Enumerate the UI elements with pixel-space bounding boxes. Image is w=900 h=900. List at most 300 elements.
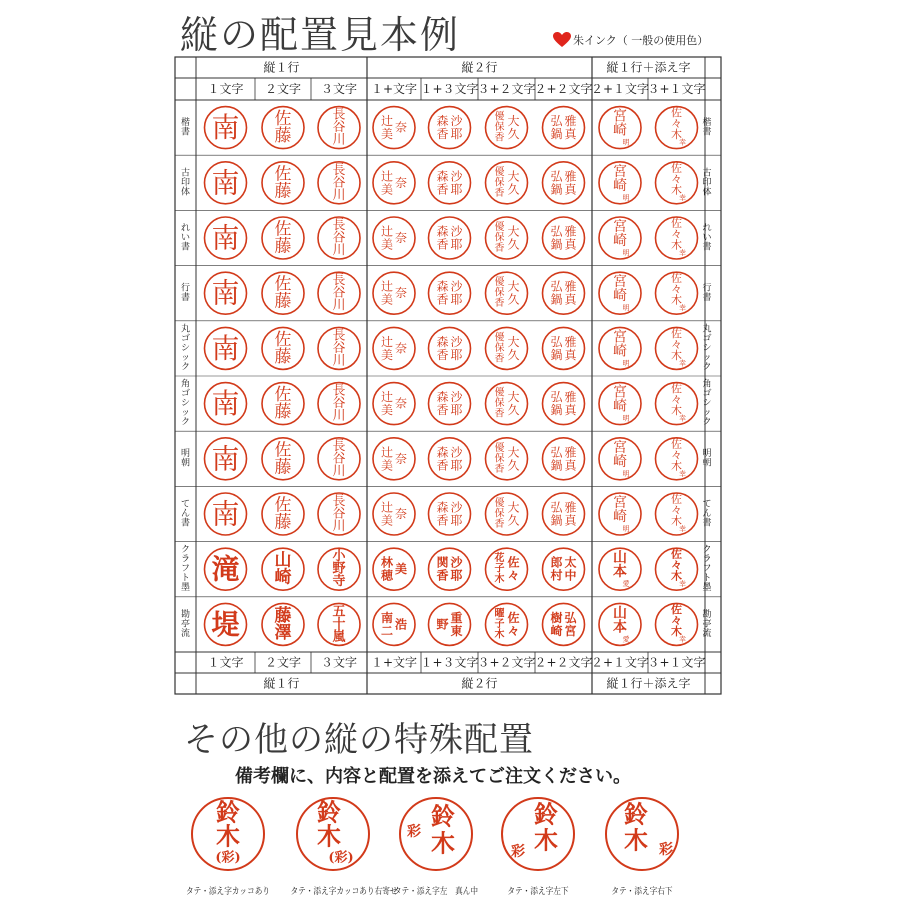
stamp-char: 木	[671, 348, 682, 362]
group-header: 縦１行	[263, 60, 300, 75]
stamp-impression	[543, 327, 585, 369]
stamp-char: 木	[494, 629, 505, 641]
stamp-char: 佐	[671, 602, 682, 616]
stamp-char: 南	[211, 221, 240, 255]
stamp-char: 佐	[274, 440, 292, 461]
stamp-char: 優	[494, 442, 505, 454]
stamp-impression	[262, 217, 304, 259]
stamp-char: 大	[507, 279, 520, 294]
column-footer: ２+２文字	[534, 655, 593, 670]
stamp-char: 林	[380, 555, 394, 570]
stamp-char: 森	[436, 169, 449, 184]
stamp-char: 優	[494, 498, 505, 509]
row-label-char: 朝	[702, 458, 712, 469]
stamp-char: 佐	[671, 271, 682, 285]
column-header: １+文字	[370, 82, 418, 96]
stamp-char: 川	[332, 298, 346, 314]
stamp-char: 佐	[671, 492, 682, 506]
stamp-char: 宮	[613, 163, 627, 180]
stamp-char: 保	[494, 398, 505, 410]
stamp-char: 久	[507, 292, 520, 307]
row-label-char: れ	[180, 223, 191, 234]
stamp-impression	[373, 162, 415, 204]
stamp-char: 鍋	[550, 347, 563, 362]
stamp-char: 谷	[332, 120, 346, 136]
stamp-char: 香	[494, 463, 505, 475]
row-label-left	[181, 223, 190, 253]
stamp-char: 森	[436, 445, 449, 460]
stamp-char: 弘	[550, 390, 563, 405]
stamp-char: 弘	[550, 279, 563, 294]
stamp-char: 香	[436, 127, 449, 142]
stamp-char: 木	[671, 459, 682, 473]
stamp-char: 香	[494, 187, 505, 199]
stamp-impression	[543, 162, 585, 204]
stamp-char: 沙	[450, 390, 463, 405]
stamp-char: 佐	[671, 382, 682, 396]
column-footer: ３文字	[320, 655, 358, 670]
stamp-impression	[205, 107, 247, 149]
stamp-impression	[373, 327, 415, 369]
stamp-char: 鍋	[550, 292, 563, 307]
stamp-char: 鍋	[550, 127, 563, 142]
stamp-char: 南	[211, 497, 240, 531]
row-label-char: ゴ	[702, 333, 712, 344]
stamp-side-char: 愛	[622, 580, 630, 589]
stamp-char: 谷	[332, 340, 346, 356]
stamp-side-char: 明	[622, 304, 630, 313]
stamp-char: 木	[671, 514, 682, 528]
stamp-char: 花	[494, 553, 505, 565]
stamp-char: 宮	[613, 108, 627, 125]
stamp-char: 森	[436, 334, 449, 349]
stamp-impression	[429, 383, 471, 425]
row-label-char: 書	[180, 242, 191, 253]
stamp-char: 奈	[394, 396, 408, 411]
stamp-char: 々	[671, 172, 682, 186]
stamp-char: 佐	[671, 106, 682, 120]
ink-note-text: 朱インク（ 一般の使用色）	[573, 34, 709, 47]
stamp-char: 南	[211, 111, 240, 145]
column-footer: １文字	[207, 655, 244, 670]
stamp-impression	[543, 107, 585, 149]
stamp-char: 澤	[274, 622, 292, 643]
stamp-impression	[373, 438, 415, 480]
stamp-char: 雅	[564, 390, 577, 405]
example-caption: タテ・添え字カッコあり	[185, 887, 271, 897]
stamp-side-char: 彩	[659, 842, 673, 858]
stamp-char: 保	[494, 508, 505, 520]
special-layout-example	[488, 796, 588, 897]
stamp-char: 木	[671, 128, 682, 142]
stamp-char: 長	[332, 438, 346, 454]
stamp-char: 崎	[613, 343, 627, 360]
column-header: ２+１文字	[590, 82, 650, 96]
stamp-char: 森	[436, 114, 449, 129]
stamp-impression	[656, 272, 698, 315]
stamp-char: 奈	[394, 231, 408, 245]
stamp-impression	[543, 493, 585, 535]
row-label-left	[181, 448, 190, 469]
stamp-char: 佐	[274, 164, 292, 185]
stamp-char: 弘	[550, 169, 563, 184]
stamp-side-char: (彩)	[215, 850, 241, 866]
stamp-char: 長	[332, 218, 346, 233]
stamp-char: 々	[671, 448, 682, 462]
stamp-char: 曜	[494, 608, 505, 620]
stamp-char: 崎	[613, 233, 627, 249]
stamp-impression	[656, 217, 698, 260]
stamp-char: 真	[564, 237, 577, 252]
row-label-char: 書	[702, 242, 712, 253]
stamp-char: 久	[507, 182, 520, 197]
stamp-char: 川	[332, 132, 346, 148]
stamp-char: 弘	[550, 500, 563, 515]
stamp-side-char: 明	[622, 193, 630, 202]
row-label-char: 書	[180, 127, 191, 138]
row-label-char: 行	[180, 283, 191, 294]
stamp-char: 奈	[394, 175, 408, 190]
stamp-char: 弘	[550, 334, 563, 349]
row-label-char: 亭	[180, 619, 191, 630]
row-label-left	[181, 378, 190, 428]
row-label-left	[181, 281, 190, 303]
column-footer: ２文字	[264, 655, 302, 670]
stamp-char: 崎	[613, 398, 627, 415]
stamp-char: 沙	[450, 224, 463, 239]
row-label-right	[702, 322, 711, 372]
row-label-char: ッ	[180, 352, 191, 363]
stamp-char: 大	[507, 390, 520, 405]
stamp-char: 保	[494, 232, 505, 244]
row-label-char: 丸	[180, 324, 191, 335]
stamp-char: 太	[564, 555, 577, 570]
stamp-char: 崎	[274, 567, 292, 588]
stamp-char: 南	[211, 442, 240, 476]
row-label-left	[181, 544, 190, 593]
special-layout-example	[386, 796, 486, 897]
stamp-char: 佐	[671, 326, 682, 340]
stamp-impression	[318, 438, 360, 480]
stamp-char: 美	[380, 458, 394, 473]
row-label-char: 行	[702, 283, 712, 294]
stamp-side-char: 明	[622, 414, 630, 423]
stamp-char: 川	[332, 243, 346, 258]
stamp-impression	[599, 162, 641, 204]
example-stamp	[386, 796, 486, 876]
stamp-impression	[205, 383, 247, 425]
stamp-char: 奈	[394, 120, 408, 135]
stamp-char: 沙	[450, 334, 463, 349]
stamp-char: 辻	[380, 334, 394, 349]
row-label-char: ラ	[180, 554, 191, 565]
stamp-side-char: 幸	[679, 138, 686, 147]
stamp-char: 々	[671, 117, 682, 131]
stamp-char: 関	[436, 555, 449, 570]
stamp-impression	[656, 547, 698, 591]
stamp-char: 保	[494, 453, 505, 465]
example-caption: タテ・添え字左下	[507, 887, 569, 897]
stamp-char: 森	[436, 279, 449, 294]
stamp-impression	[318, 493, 360, 535]
row-label-char: ト	[702, 573, 712, 584]
example-stamp	[488, 796, 588, 876]
stamp-impression	[373, 603, 415, 645]
stamp-char: 木	[431, 828, 455, 858]
stamp-side-char: 明	[622, 525, 630, 533]
stamp-impression	[262, 162, 304, 204]
stamp-char: 東	[450, 623, 463, 638]
stamp-impression	[429, 438, 471, 480]
row-label-char: 楷	[702, 117, 712, 128]
stamp-impression	[318, 327, 360, 369]
stamp-char: 藤	[274, 457, 292, 478]
stamp-char: 村	[550, 568, 563, 583]
stamp-char: 辻	[380, 169, 394, 184]
stamp-impression	[599, 327, 641, 369]
row-label-char: ク	[702, 362, 712, 373]
stamp-side-char: 幸	[679, 249, 686, 257]
stamp-char: 長	[332, 494, 346, 509]
stamp-char: 雅	[564, 334, 577, 349]
row-label-char: 古	[702, 168, 712, 179]
stamp-char: 長	[332, 273, 346, 289]
stamp-impression	[429, 327, 471, 369]
stamp-char: 耶	[450, 513, 463, 528]
row-label-char: 流	[702, 628, 712, 639]
row-label-right	[702, 378, 711, 428]
stamp-char: 真	[564, 127, 577, 142]
stamp-char: 川	[332, 408, 346, 424]
stamp-impression	[599, 603, 641, 645]
stamp-char: 鍋	[550, 237, 563, 252]
stamp-char: 山	[613, 605, 627, 622]
row-label-char: て	[702, 499, 712, 510]
stamp-char: 佐	[671, 437, 682, 451]
column-footer: ３+２文字	[477, 655, 536, 670]
stamp-char: 藤	[274, 291, 292, 312]
stamp-char: 谷	[332, 175, 346, 191]
stamp-impression	[205, 327, 247, 369]
stamp-char: 長	[332, 383, 346, 399]
row-label-char: 墨	[702, 583, 712, 594]
stamp-char: 沙	[450, 445, 463, 460]
stamp-impression	[318, 383, 360, 425]
stamp-char: 五	[332, 604, 346, 620]
row-label-char: 流	[180, 628, 191, 639]
row-label-char: 印	[702, 177, 712, 188]
stamp-char: 久	[507, 237, 520, 252]
row-label-char: い	[702, 233, 712, 243]
stamp-char: 藤	[274, 346, 292, 367]
stamp-char: 美	[380, 513, 394, 528]
stamp-char: 美	[380, 292, 394, 307]
stamp-char: 耶	[450, 403, 463, 418]
stamp-char: 耶	[450, 237, 463, 252]
stamp-impression	[429, 603, 471, 645]
stamp-char: 鈴	[431, 801, 455, 831]
example-caption: タテ・添え字左 真ん中	[393, 887, 479, 897]
stamp-char: 美	[380, 237, 394, 252]
stamp-char: 美	[380, 127, 394, 142]
row-label-char: ク	[180, 362, 191, 373]
stamp-impression	[656, 602, 698, 646]
stamp-char: 香	[494, 353, 505, 365]
stamp-char: 崎	[613, 509, 627, 525]
stamp-impression	[599, 272, 641, 314]
stamp-impression	[429, 107, 471, 149]
column-header: ３+２文字	[477, 82, 536, 96]
stamp-impression	[486, 438, 528, 480]
stamp-char: 沙	[450, 279, 463, 294]
stamp-char: 沙	[450, 500, 463, 515]
stamp-char: 優	[494, 222, 505, 233]
row-label-char: シ	[180, 343, 191, 354]
stamp-impression	[543, 383, 585, 425]
row-label-right	[702, 500, 711, 529]
stamp-char: 奈	[394, 451, 408, 466]
row-label-char: 体	[702, 187, 712, 198]
stamp-char: 穂	[380, 568, 394, 583]
stamp-impression	[373, 548, 415, 590]
row-label-char: ク	[702, 417, 712, 428]
stamp-char: 子	[494, 563, 505, 575]
table-frame	[175, 57, 721, 694]
stamp-impression	[373, 217, 415, 259]
stamp-char: 真	[564, 513, 577, 528]
stamp-char: 香	[436, 182, 449, 197]
stamp-impression	[205, 162, 247, 204]
stamp-char: 久	[507, 347, 520, 362]
stamp-char: 藤	[274, 605, 292, 626]
stamp-char: 藤	[274, 181, 292, 202]
stamp-impression	[599, 107, 641, 149]
stamp-char: 香	[494, 408, 505, 420]
stamp-char: 木	[671, 624, 682, 638]
stamp-impression	[656, 493, 698, 536]
stamp-char: 佐	[274, 109, 292, 130]
stamp-side-char: 彩	[511, 844, 525, 860]
stamp-impression	[205, 493, 247, 535]
stamp-char: 保	[494, 342, 505, 354]
stamp-char: 嵐	[332, 629, 346, 645]
stamp-char: 宮	[564, 623, 577, 638]
page-title: 縦の配置見本例	[180, 13, 461, 57]
stamp-impression	[599, 217, 641, 259]
stamp-impression	[318, 603, 360, 645]
stamp-impression	[599, 493, 641, 535]
stamp-char: 耶	[450, 127, 463, 142]
stamp-char: 久	[507, 458, 520, 473]
group-footer: 縦１行＋添え字	[606, 676, 691, 691]
stamp-impression	[486, 162, 528, 204]
stamp-char: 真	[564, 182, 577, 197]
stamp-char: 雅	[564, 445, 577, 460]
stamp-char: 香	[436, 458, 449, 473]
row-label-char: ゴ	[180, 333, 191, 344]
stamp-side-char: 幸	[679, 193, 686, 202]
group-header: 縦１行＋添え字	[606, 60, 691, 75]
column-footer: ３+１文字	[647, 655, 706, 670]
stamp-char: 崎	[613, 122, 627, 139]
stamp-char: 川	[332, 519, 346, 534]
stamp-char: 中	[564, 568, 577, 583]
stamp-impression	[486, 272, 528, 314]
stamp-impression	[486, 327, 528, 369]
special-layout-example	[283, 796, 398, 897]
column-header: １文字	[207, 82, 244, 96]
stamp-char: 々	[671, 393, 682, 407]
stamp-char: 長	[332, 162, 346, 178]
stamp-char: 浩	[394, 617, 408, 632]
stamp-impression	[262, 383, 304, 425]
stamp-impression	[318, 217, 360, 259]
stamp-char: 藤	[274, 236, 292, 257]
stamp-char: 鍋	[550, 458, 563, 473]
section-title: その他の縦の特殊配置	[184, 720, 534, 760]
stamp-char: 大	[507, 169, 520, 184]
stamp-impression	[543, 217, 585, 259]
stamp-side-char: 幸	[679, 580, 686, 589]
stamp-char: 香	[494, 132, 505, 144]
stamp-side-char: 明	[622, 138, 630, 147]
row-label-char: 角	[180, 379, 191, 390]
stamp-char: 辻	[380, 445, 394, 460]
stamp-char: 大	[507, 500, 520, 515]
stamp-char: 耶	[450, 292, 463, 307]
stamp-char: 谷	[332, 451, 346, 467]
stamp-char: 野	[436, 617, 449, 632]
stamp-char: 南	[211, 387, 240, 421]
stamp-char: 川	[332, 187, 346, 203]
stamp-char: 佐	[507, 555, 520, 570]
stamp-impression	[205, 438, 247, 480]
stamp-side-char: 明	[622, 359, 630, 368]
row-label-char: い	[180, 233, 191, 243]
stamp-impression	[262, 272, 304, 314]
stamp-char: 崎	[550, 623, 563, 638]
stamp-impression	[373, 272, 415, 314]
stamp-char: 佐	[274, 495, 292, 516]
stamp-char: 久	[507, 127, 520, 142]
stamp-char: 優	[494, 111, 505, 123]
stamp-char: 二	[380, 623, 394, 638]
stamp-impression	[318, 548, 360, 590]
stamp-char: 沙	[450, 114, 463, 129]
stamp-side-char: 彩	[407, 824, 421, 840]
stamp-impression	[599, 548, 641, 590]
stamp-char: 辻	[380, 114, 394, 129]
stamp-char: 耶	[450, 458, 463, 473]
stamp-impression	[486, 217, 528, 259]
group-footer: 縦１行	[263, 676, 300, 691]
row-label-char: 書	[180, 518, 191, 529]
stamp-char: 谷	[332, 230, 346, 246]
example-stamp	[283, 796, 383, 876]
stamp-char: 佐	[274, 385, 292, 406]
stamp-char: 久	[507, 513, 520, 528]
stamp-impression	[318, 272, 360, 314]
stamp-char: 木	[216, 821, 240, 851]
stamp-char: 木	[317, 821, 341, 851]
stamp-char: 川	[332, 463, 346, 479]
example-caption: タテ・添え字右下	[611, 887, 673, 897]
stamp-char: 雅	[564, 169, 577, 184]
stamp-impression	[543, 548, 585, 590]
stamp-char: 香	[436, 568, 449, 583]
stamp-char: 鈴	[216, 797, 240, 827]
row-label-char: ん	[180, 509, 191, 519]
